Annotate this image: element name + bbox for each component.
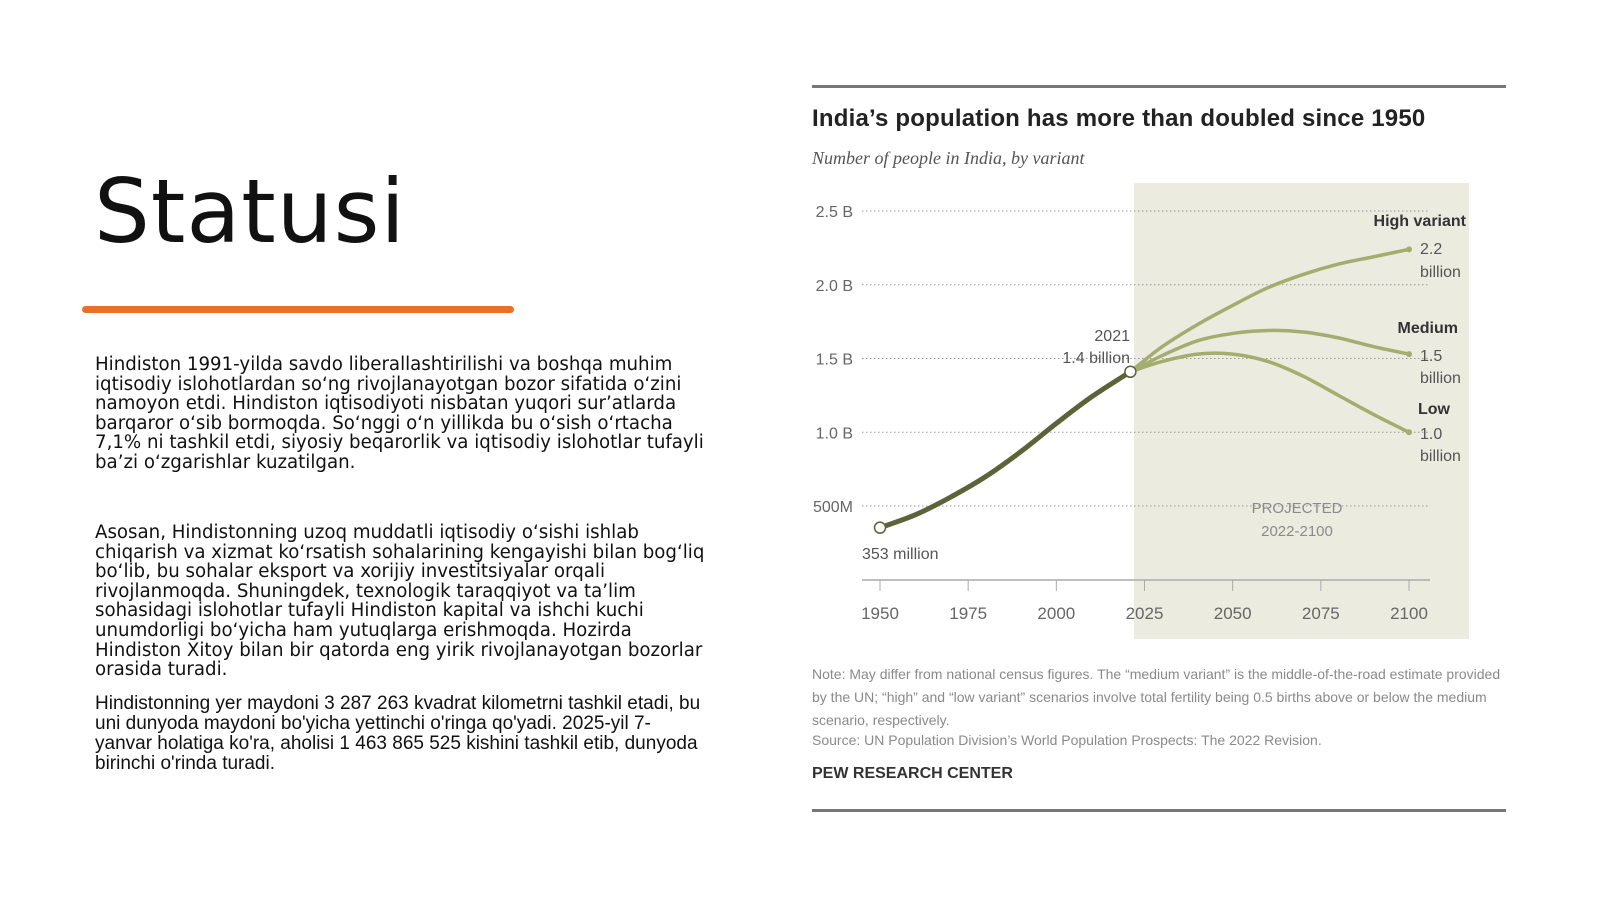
y-tick-label: 2.0 B (815, 277, 853, 295)
x-tick-label: 2025 (1125, 604, 1164, 623)
x-tick-label: 2050 (1213, 604, 1252, 623)
y-tick-label: 1.5 B (815, 351, 853, 369)
chart-plot (812, 80, 1512, 660)
low-variant-unit: billion (1420, 448, 1461, 465)
y-tick-label: 500M (812, 499, 853, 516)
start-point-label: 353 million (862, 546, 939, 563)
paragraph-2: Asosan, Hindistonning uzoq muddatli iqtisodiy o‘sishi ishlab chiqarish va xizmat ko‘rsatish sohalarining kengayishi bilan bog‘liq bo‘lib, bu sohalar eksport va xorijiy investitsiyalar orqali rivojlanmoqda. Shuningdek, texnologik taraqqiyot va ta’lim sohasidagi islohotlar tufayli Hindiston kapital va ishchi kuchi unumdorligi bo‘yicha ham yutuqlarga erishmoqda. Hozirda Hindiston Xitoy bilan bir qatorda eng yirik rivojlanayotgan bozorlar orasida turadi. (95, 522, 705, 681)
projected-years-label: 2022-2100 (1261, 523, 1333, 540)
paragraph-1: Hindiston 1991-yilda savdo liberallashtirilishi va boshqa muhim iqtisodiy islohotlardan so‘ng rivojlanayotgan bozor sifatida o‘zini namoyon etdi. Hindiston iqtisodiyoti nisbatan yuqori sur’atlarda barqaror o‘sib bormoqda. So‘nggi o‘n yillikda bu o‘sish o‘rtacha 7,1% ni tashkil etdi, siyosiy beqarorlik va iqtisodiy islohotlar tufayli ba’zi o‘zgarishlar kuzatilgan. (95, 354, 704, 473)
low-variant-label: Low (1418, 401, 1450, 418)
x-tick-label: 2075 (1301, 604, 1340, 623)
point-2021-marker (1125, 366, 1136, 377)
point-2021-year-label: 2021 (1094, 328, 1130, 345)
title-underline (82, 306, 514, 313)
x-tick-label: 1950 (861, 604, 899, 623)
projected-label: PROJECTED (1251, 500, 1343, 517)
series-line-historical (880, 372, 1130, 528)
chart-source: Source: UN Population Division’s World Population Prospects: The 2022 Revision. (812, 732, 1322, 748)
medium-variant-unit: billion (1420, 370, 1461, 387)
medium-variant-value: 1.5 (1420, 348, 1443, 365)
series-end-point (1406, 429, 1412, 435)
series-end-point (1406, 351, 1412, 357)
point-2021-value-label: 1.4 billion (1062, 350, 1130, 367)
x-tick-label: 2000 (1037, 604, 1076, 623)
population-chart (812, 80, 1512, 820)
x-tick-label: 2100 (1390, 604, 1428, 623)
high-variant-label: High variant (1373, 213, 1466, 230)
chart-title: India’s population has more than doubled since 1950 (812, 105, 1426, 132)
y-tick-label: 1.0 B (815, 425, 853, 443)
chart-brand: PEW RESEARCH CENTER (812, 765, 1013, 782)
chart-bottom-rule (812, 809, 1506, 812)
medium-variant-label: Medium (1397, 320, 1458, 337)
start-point-marker (875, 522, 886, 533)
paragraph-3: Hindistonning yer maydoni 3 287 263 kvadrat kilometrni tashkil etadi, bu uni dunyoda maydoni bo'yicha yettinchi o'ringa qo'yadi. 2025-yil 7-yanvar holatiga ko'ra, aholisi 1 463 865 525 kishini tashkil etib, dunyoda birinchi o'rinda turadi. (95, 693, 701, 774)
chart-note: Note: May differ from national census figures. The “medium variant” is the middle-of-the-road estimate provided by the UN; “high” and “low variant” scenarios involve total fertility being 0.5 births above or below the medium scenario, respectively. (812, 666, 1501, 728)
y-tick-label: 2.5 B (815, 204, 853, 221)
high-variant-value: 2.2 (1420, 241, 1443, 258)
series-end-point (1406, 246, 1412, 252)
x-tick-label: 1975 (949, 604, 988, 623)
low-variant-value: 1.0 (1420, 426, 1443, 443)
slide-title: Statusi (94, 160, 406, 263)
high-variant-unit: billion (1420, 264, 1461, 281)
chart-subtitle: Number of people in India, by variant (812, 148, 1085, 168)
